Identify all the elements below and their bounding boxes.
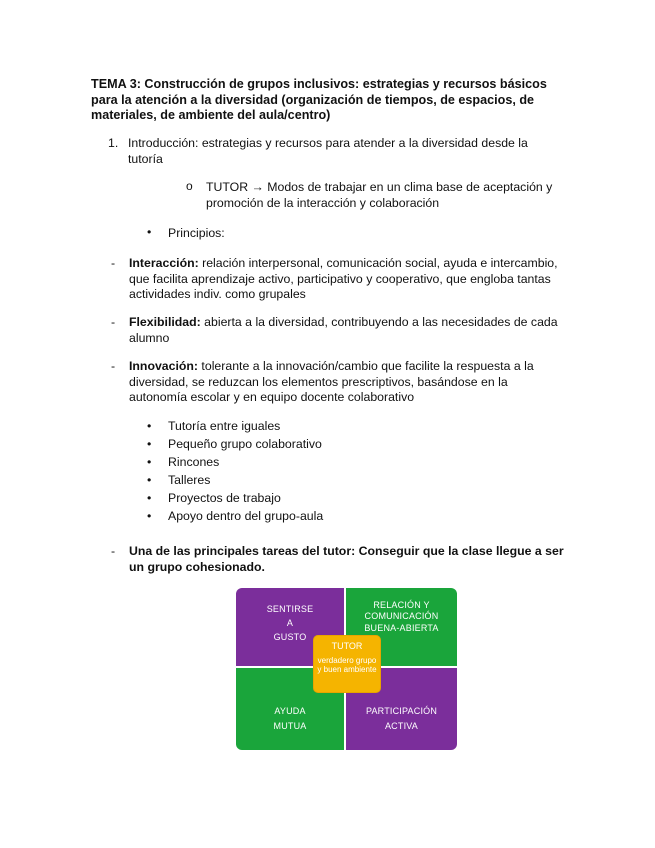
bullet-icon: • (147, 419, 152, 433)
quadrant-sentirse-a-gusto: SENTIRSE A GUSTO (236, 588, 344, 666)
list-number: 1. (108, 136, 119, 150)
dash-marker: - (111, 315, 116, 329)
principle-term: Innovación: (129, 359, 199, 373)
bullet-icon: • (147, 225, 152, 239)
document-title: TEMA 3: Construcción de grupos inclusivos: estrategias y recursos básicos para la atención a la diversidad (organización de tiempos, de espacios, de materiales, de ambiente del aula/centro) (91, 77, 547, 122)
intro-text: Introducción: estrategias y recursos para atender a la diversidad desde la tutoría (128, 136, 528, 166)
tutor-text: TUTOR → Modos de trabajar en un clima base de aceptación y promoción de la interacción y colaboración (206, 180, 553, 210)
principle-term: Interacción: (129, 256, 199, 270)
bullet-icon: • (147, 437, 152, 451)
principle-description: relación interpersonal, comunicación social, ayuda e intercambio, que facilita aprendizaje activo, participativo y cooperativo, que engloba tantas actividades indiv. como grupales (129, 256, 558, 301)
dash-marker: - (111, 256, 116, 270)
bullet-icon: • (147, 491, 152, 505)
center-subtitle: verdadero grupo y buen ambiente (317, 656, 377, 674)
principles-label: Principios: (168, 226, 225, 240)
quadrant-participacion-activa: PARTICIPACIÓN ACTIVA (346, 668, 457, 750)
tutor-diagram (236, 588, 457, 750)
bullet-icon: • (147, 509, 152, 523)
bullet-icon: • (147, 473, 152, 487)
circle-bullet-icon: o (186, 179, 193, 193)
closing-text: Una de las principales tareas del tutor: Conseguir que la clase llegue a ser un grupo cohesionado. (129, 544, 564, 574)
dash-marker: - (111, 359, 116, 373)
tutor-center-box (313, 635, 381, 693)
bullet-icon: • (147, 455, 152, 469)
principle-description: abierta a la diversidad, contribuyendo a las necesidades de cada alumno (129, 315, 558, 345)
dash-marker: - (111, 544, 116, 558)
center-title: TUTOR (331, 641, 363, 651)
quadrant-ayuda-mutua: AYUDA MUTUA (236, 668, 344, 750)
principle-description: tolerante a la innovación/cambio que facilite la respuesta a la diversidad, se reduzcan los elementos prescriptivos, basándose en la autonomía escolar y en equipo docente colaborativo (129, 359, 534, 404)
quadrant-relacion-comunicacion: RELACIÓN Y COMUNICACIÓN BUENA-ABIERTA (346, 588, 457, 666)
principle-term: Flexibilidad: (129, 315, 201, 329)
